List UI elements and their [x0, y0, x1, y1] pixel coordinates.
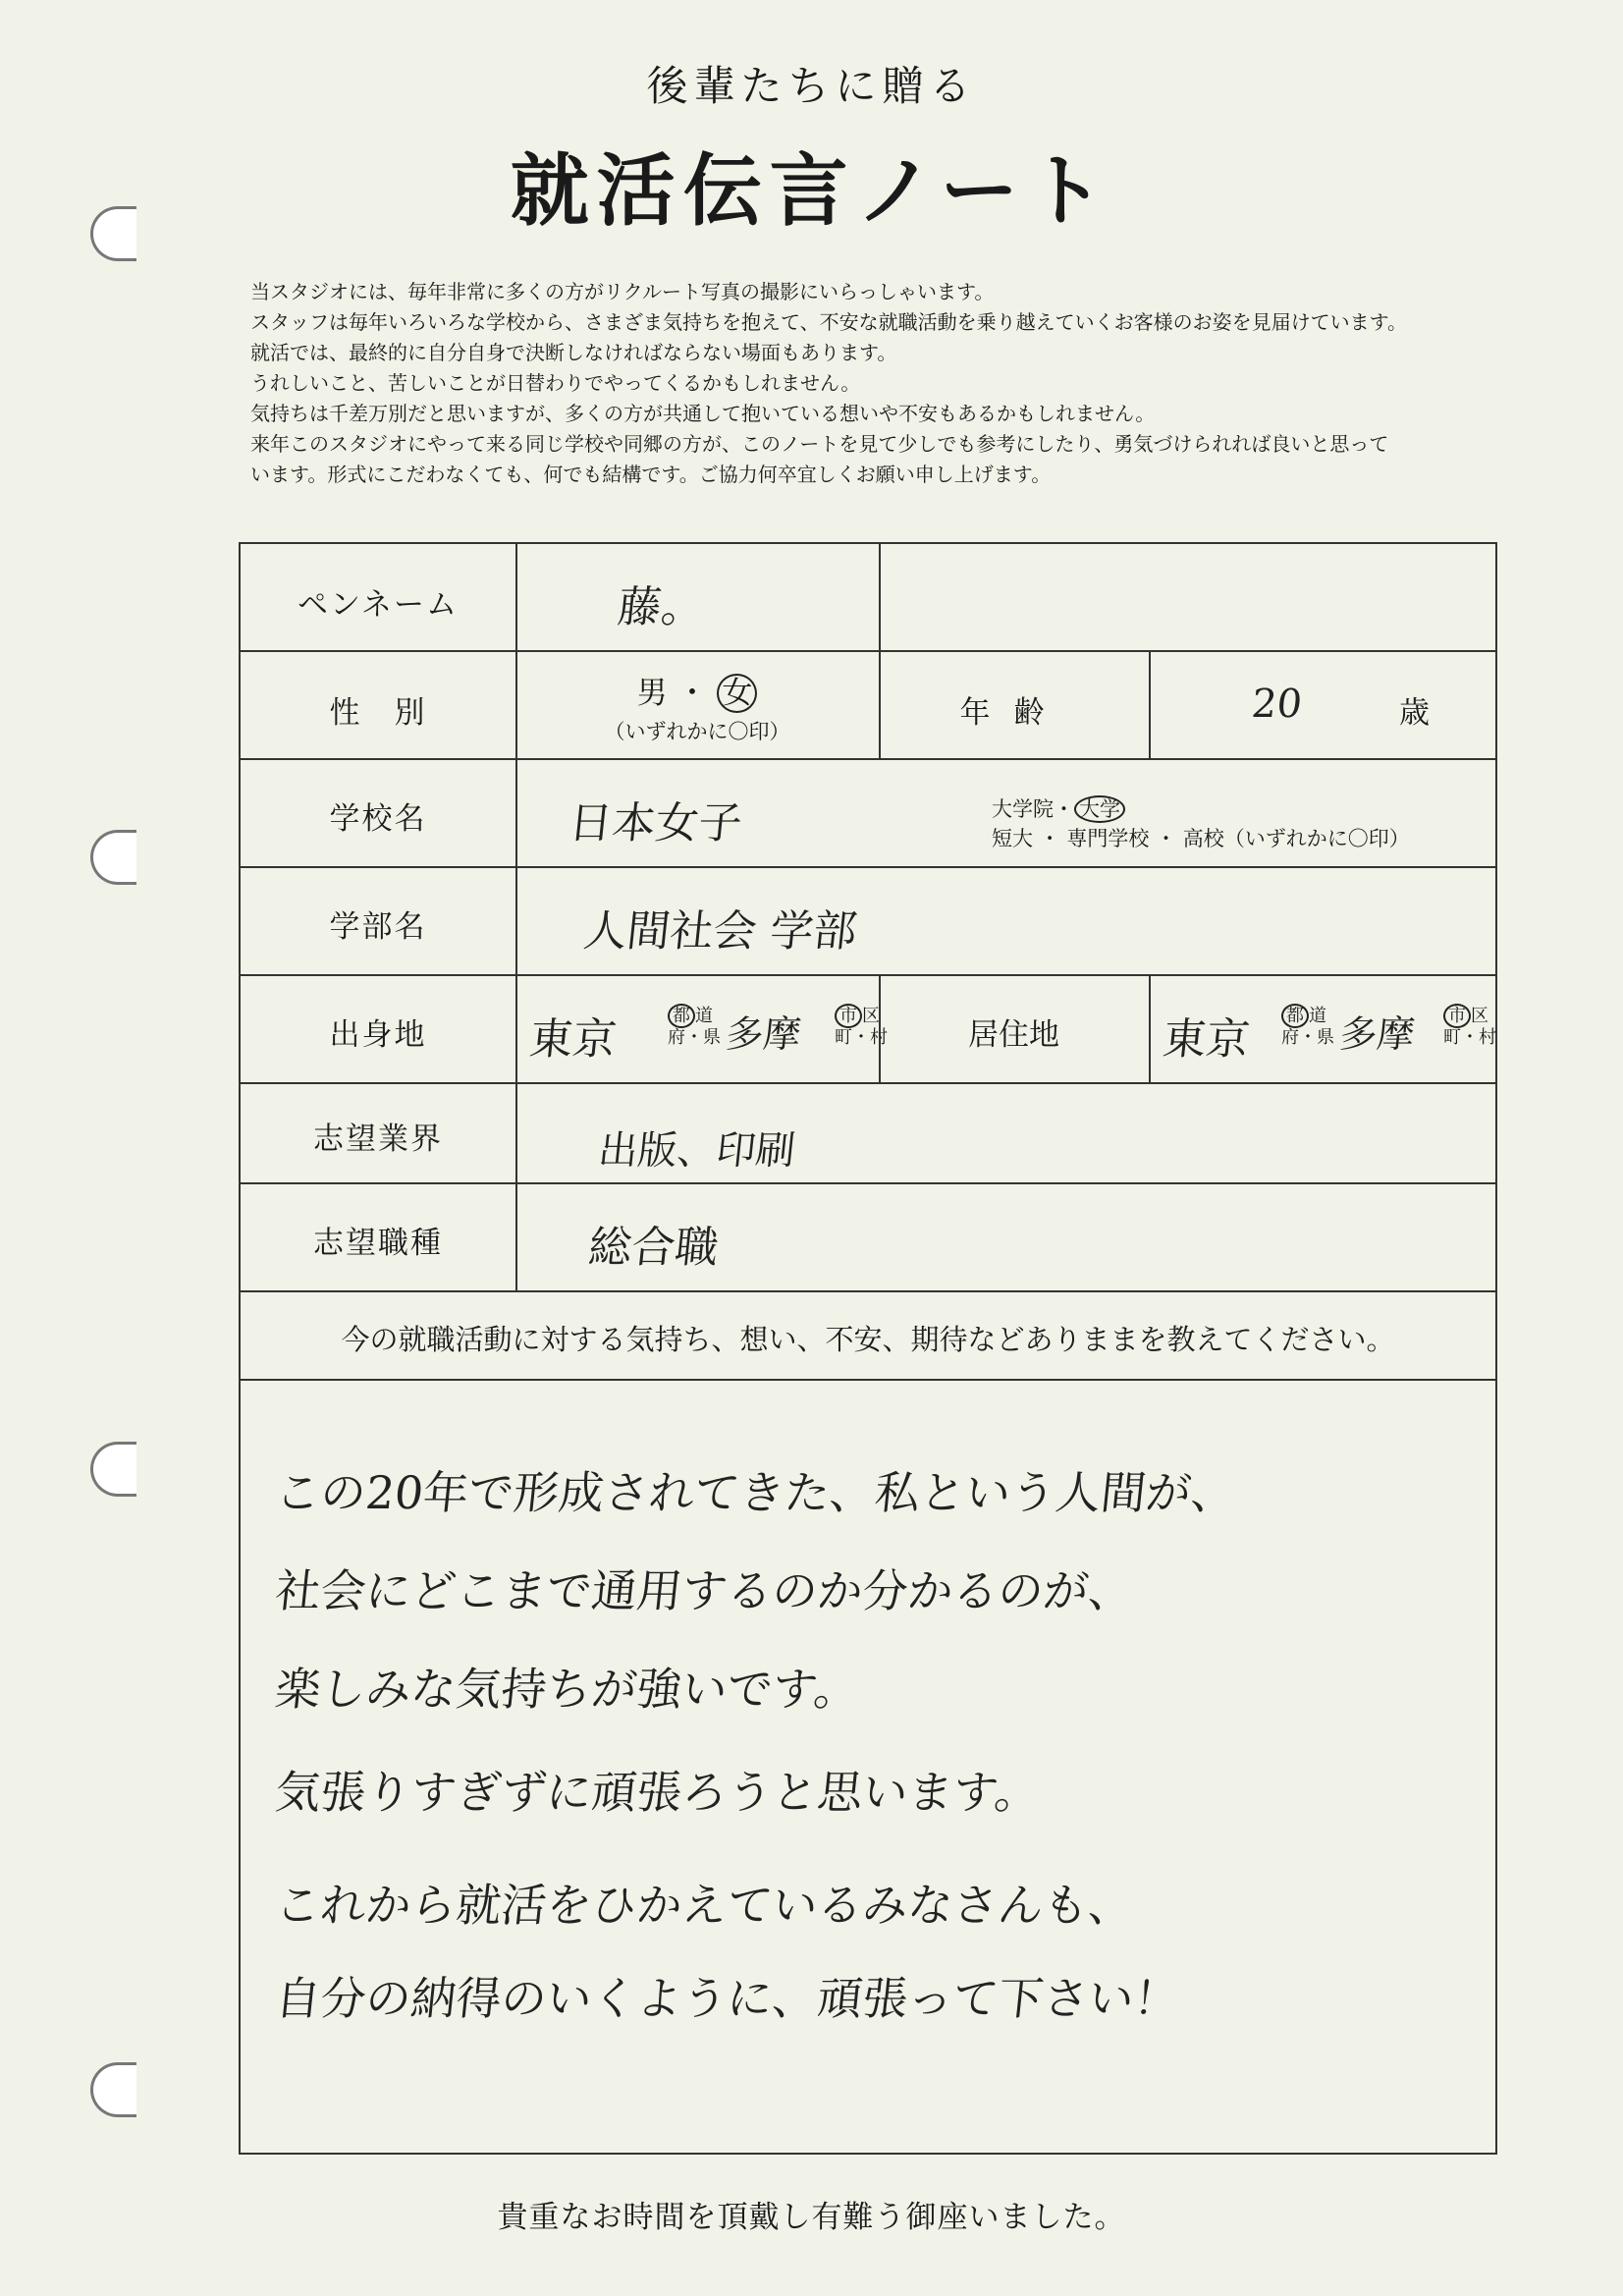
intro-line: 気持ちは千差万別だと思いますが、多くの方が共通して抱いている想いや不安もあるかもしれません。 [250, 402, 1156, 425]
questionnaire-form [239, 542, 1497, 2155]
intro-line: スタッフは毎年いろいろな学校から、さまざま気持ちを抱えて、不安な就職活動を乗り越えていくお客様のお姿を見届けています。 [250, 310, 1407, 334]
message-prompt: 今の就職活動に対する気持ち、想い、不安、期待などありままを教えてください。 [341, 1323, 1395, 1356]
hometown-label: 出身地 [329, 1017, 427, 1053]
job-type-label: 志望職種 [313, 1226, 443, 1261]
hometown-prefecture[interactable]: 東京 [526, 1014, 620, 1065]
pen-name-label: ペンネーム [297, 587, 460, 623]
school-label: 学校名 [329, 801, 427, 837]
binder-hole [90, 830, 136, 885]
subtitle: 後輩たちに贈る [646, 62, 977, 110]
hometown-city[interactable]: 多摩 [724, 1012, 803, 1056]
school-type-line1: 大学院・ 大学 [992, 793, 1125, 823]
binder-hole [90, 1442, 136, 1497]
message-line[interactable]: 楽しみな気持ちが強いです。 [272, 1663, 862, 1716]
age-unit: 歳 [1399, 695, 1430, 731]
school-type-university-selected[interactable]: 大学 [1074, 795, 1125, 823]
gender-label: 性 別 [329, 695, 427, 731]
gender-options[interactable] [515, 668, 879, 712]
intro-line: 当スタジオには、毎年非常に多くの方がリクルート写真の撮影にいらっしゃいます。 [250, 280, 995, 303]
message-line[interactable]: 気張りすぎずに頑張ろうと思います。 [272, 1766, 1043, 1819]
intro-line: います。形式にこだわなくても、何でも結構です。ご協力何卒宜しくお願い申し上げます。 [250, 463, 1052, 486]
intro-text [250, 277, 1586, 490]
hometown-pref-type: 都 道 府・県 [668, 1006, 721, 1048]
message-line[interactable]: この20年で形成されてきた、私という人間が、 [272, 1466, 1240, 1519]
residence-prefecture[interactable]: 東京 [1160, 1014, 1253, 1065]
gender-female-selected[interactable]: 女 [717, 674, 757, 713]
message-line[interactable]: 自分の納得のいくように、頑張って下さい！ [272, 1972, 1182, 2025]
school-value[interactable]: 日本女子 [566, 798, 745, 848]
faculty-label: 学部名 [329, 909, 427, 945]
industry-label: 志望業界 [313, 1121, 443, 1157]
intro-line: 来年このスタジオにやって来る同じ学校や同郷の方が、このノートを見て少しでも参考にしたり、勇気づけられれば良いと思って [250, 432, 1389, 456]
gender-male[interactable]: 男 [636, 676, 668, 711]
intro-line: うれしいこと、苦しいことが日替わりでやってくるかもしれません。 [250, 371, 861, 395]
industry-value[interactable]: 出版、印刷 [596, 1128, 798, 1174]
message-line[interactable]: これから就活をひかえているみなさんも、 [272, 1879, 1137, 1932]
hometown-city-type: 市 区 町・村 [835, 1006, 888, 1048]
faculty-value[interactable]: 人間社会 学部 [580, 906, 860, 957]
residence-label: 居住地 [968, 1017, 1059, 1053]
pen-name-value[interactable]: 藤。 [615, 582, 708, 632]
page-title: 就活伝言ノート [510, 145, 1113, 237]
footer-thanks: 貴重なお時間を頂戴し有難う御座いました。 [497, 2200, 1126, 2235]
residence-city[interactable]: 多摩 [1337, 1012, 1417, 1056]
school-type-line2: 短大 ・ 専門学校 ・ 高校（いずれかに〇印） [992, 827, 1410, 850]
job-type-value[interactable]: 総合職 [585, 1223, 722, 1273]
age-label: 年齢 [959, 695, 1068, 731]
intro-line: 就活では、最終的に自分自身で決断しなければならない場面もあります。 [250, 341, 897, 364]
binder-hole [90, 2062, 136, 2117]
residence-city-type: 市 区 町・村 [1443, 1006, 1496, 1048]
residence-pref-type: 都 道 府・県 [1281, 1006, 1334, 1048]
gender-separator: ・ [676, 676, 708, 711]
age-value[interactable]: 20 [1249, 682, 1305, 727]
message-line[interactable]: 社会にどこまで通用するのか分かるのが、 [272, 1564, 1137, 1617]
gender-note: （いずれかに〇印） [604, 720, 790, 743]
